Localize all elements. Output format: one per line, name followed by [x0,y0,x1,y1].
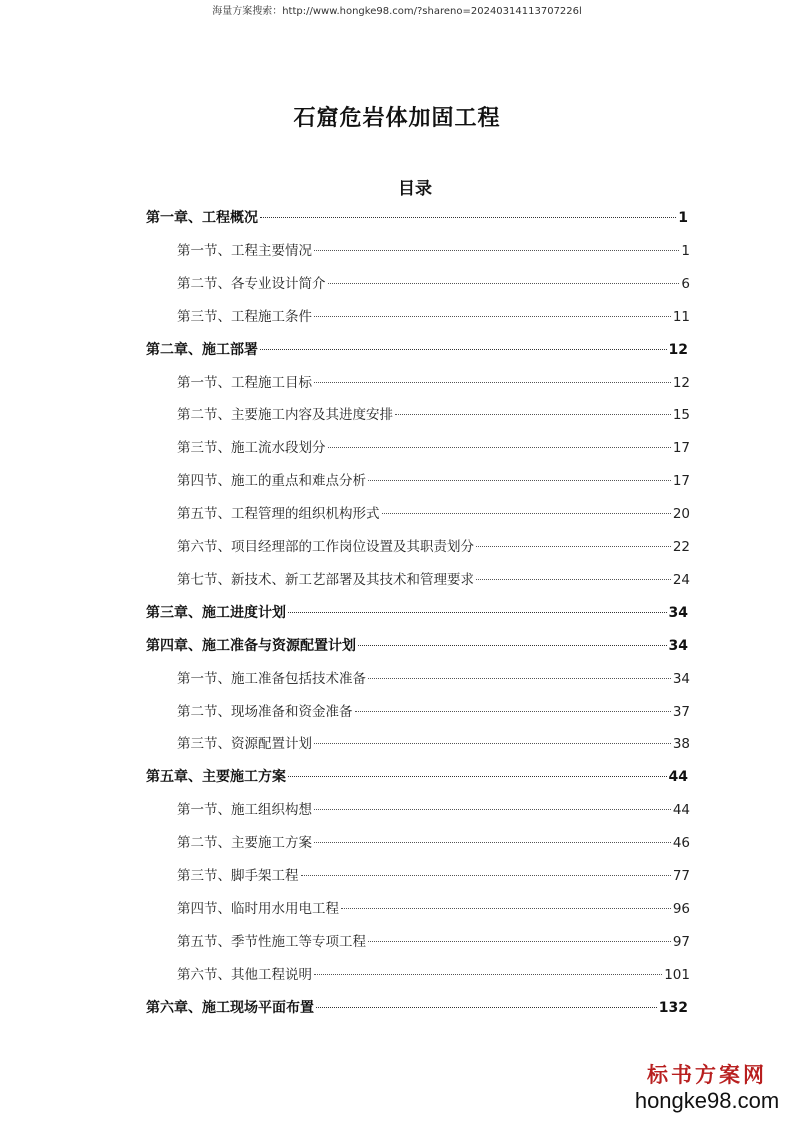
toc-section-entry[interactable] [177,372,690,394]
toc-entry-label: 第六节、项目经理部的工作岗位设置及其职责划分 [177,539,474,555]
toc-page-number: 132 [658,999,688,1016]
document-title: 石窟危岩体加固工程 [293,106,501,131]
toc-page-number: 1 [678,210,688,226]
toc-page-number: 44 [672,802,690,819]
toc-entry-label: 第三节、脚手架工程 [177,868,299,884]
dot-leader [288,776,667,777]
dot-leader [355,711,671,712]
toc-section-entry[interactable] [177,701,690,723]
toc-page-number: 17 [672,473,690,490]
dot-leader [316,1007,657,1008]
toc-entry-label: 第四章、施工准备与资源配置计划 [146,637,356,654]
toc-heading: 目录 [398,179,432,199]
dot-leader [260,217,676,218]
toc-entry-label: 第三章、施工进度计划 [146,604,286,621]
toc-chapter-entry[interactable] [146,997,688,1019]
toc-page-number: 12 [672,374,690,391]
toc-section-entry[interactable] [177,931,690,953]
toc-chapter-entry[interactable] [146,339,688,361]
toc-page-number: 34 [672,670,690,687]
toc-page-number: 20 [672,506,690,523]
dot-leader [288,612,667,613]
toc-entry-label: 第二节、主要施工方案 [177,835,312,852]
watermark-cn-text: 标书方案网 [647,1062,767,1087]
dot-leader [314,974,662,975]
toc-page-number: 11 [672,308,690,325]
toc-section-entry[interactable] [177,273,690,295]
source-url-header: 海量方案搜索：http://www.hongke98.com/?shareno=20240314113707226l [212,6,582,17]
toc-entry-label: 第一节、工程施工目标 [177,374,312,391]
toc-section-entry[interactable] [177,569,690,591]
toc-entry-label: 第三节、工程施工条件 [177,308,312,325]
toc-page-number: 44 [668,769,688,786]
toc-entry-label: 第三节、资源配置计划 [177,736,312,753]
toc-section-entry[interactable] [177,536,690,558]
toc-page-number: 97 [672,933,690,950]
toc-chapter-entry[interactable] [146,766,688,788]
toc-page-number: 101 [664,966,690,983]
toc-entry-label: 第二节、主要施工内容及其进度安排 [177,407,393,424]
toc-section-entry[interactable] [177,832,690,854]
toc-entry-label: 第二节、各专业设计简介 [177,275,326,292]
toc-section-entry[interactable] [177,470,690,492]
toc-entry-label: 第七节、新技术、新工艺部署及其技术和管理要求 [177,571,474,588]
toc-page-number: 22 [672,539,690,555]
toc-chapter-entry[interactable] [146,207,688,229]
dot-leader [260,349,667,350]
toc-entry-label: 第三节、施工流水段划分 [177,440,326,457]
toc-page-number: 46 [672,835,690,852]
dot-leader [341,908,671,909]
site-watermark-logo [632,1062,782,1114]
toc-chapter-entry[interactable] [146,602,688,624]
toc-section-entry[interactable] [177,799,690,821]
toc-page-number: 17 [672,440,690,457]
toc-page-number: 96 [672,900,690,917]
toc-entry-label: 第六章、施工现场平面布置 [146,999,314,1016]
toc-section-entry[interactable] [177,865,690,887]
dot-leader [382,513,671,514]
toc-entry-label: 第一节、施工组织构想 [177,802,312,819]
dot-leader [314,809,671,810]
toc-page-number: 34 [668,604,688,621]
toc-entry-label: 第二节、现场准备和资金准备 [177,703,353,720]
toc-entry-label: 第六节、其他工程说明 [177,966,312,983]
dot-leader [476,546,671,547]
toc-page-number: 34 [668,637,688,654]
toc-page-number: 6 [681,275,690,292]
toc-section-entry[interactable] [177,240,690,262]
dot-leader [301,875,671,876]
dot-leader [314,316,671,317]
toc-entry-label: 第一章、工程概况 [146,210,258,226]
toc-entry-label: 第五节、季节性施工等专项工程 [177,933,366,950]
toc-entry-label: 第一节、工程主要情况 [177,242,312,259]
toc-page-number: 37 [672,703,690,720]
dot-leader [328,447,671,448]
toc-section-entry[interactable] [177,964,690,986]
toc-section-entry[interactable] [177,437,690,459]
watermark-en-text: hongke98.com [634,1088,780,1113]
toc-section-entry[interactable] [177,306,690,328]
toc-section-entry[interactable] [177,733,690,755]
toc-section-entry[interactable] [177,503,690,525]
toc-section-entry[interactable] [177,898,690,920]
dot-leader [314,842,671,843]
toc-entry-label: 第二章、施工部署 [146,341,258,358]
toc-entry-label: 第五章、主要施工方案 [146,769,286,786]
dot-leader [368,941,671,942]
toc-section-entry[interactable] [177,668,690,690]
toc-entry-label: 第四节、施工的重点和难点分析 [177,473,366,490]
dot-leader [314,743,671,744]
dot-leader [368,480,671,481]
toc-section-entry[interactable] [177,404,690,426]
toc-page-number: 24 [672,571,690,588]
dot-leader [328,283,680,284]
toc-page-number: 15 [672,407,690,424]
toc-entry-label: 第一节、施工准备包括技术准备 [177,670,366,687]
toc-page-number: 1 [681,242,690,259]
dot-leader [476,579,671,580]
toc-entry-label: 第四节、临时用水用电工程 [177,900,339,917]
toc-entry-label: 第五节、工程管理的组织机构形式 [177,506,380,523]
toc-page-number: 38 [672,736,690,753]
dot-leader [358,645,667,646]
toc-chapter-entry[interactable] [146,635,688,657]
dot-leader [314,382,671,383]
toc-page-number: 77 [672,868,690,884]
dot-leader [395,414,671,415]
dot-leader [314,250,679,251]
dot-leader [368,678,671,679]
toc-page-number: 12 [668,341,688,358]
